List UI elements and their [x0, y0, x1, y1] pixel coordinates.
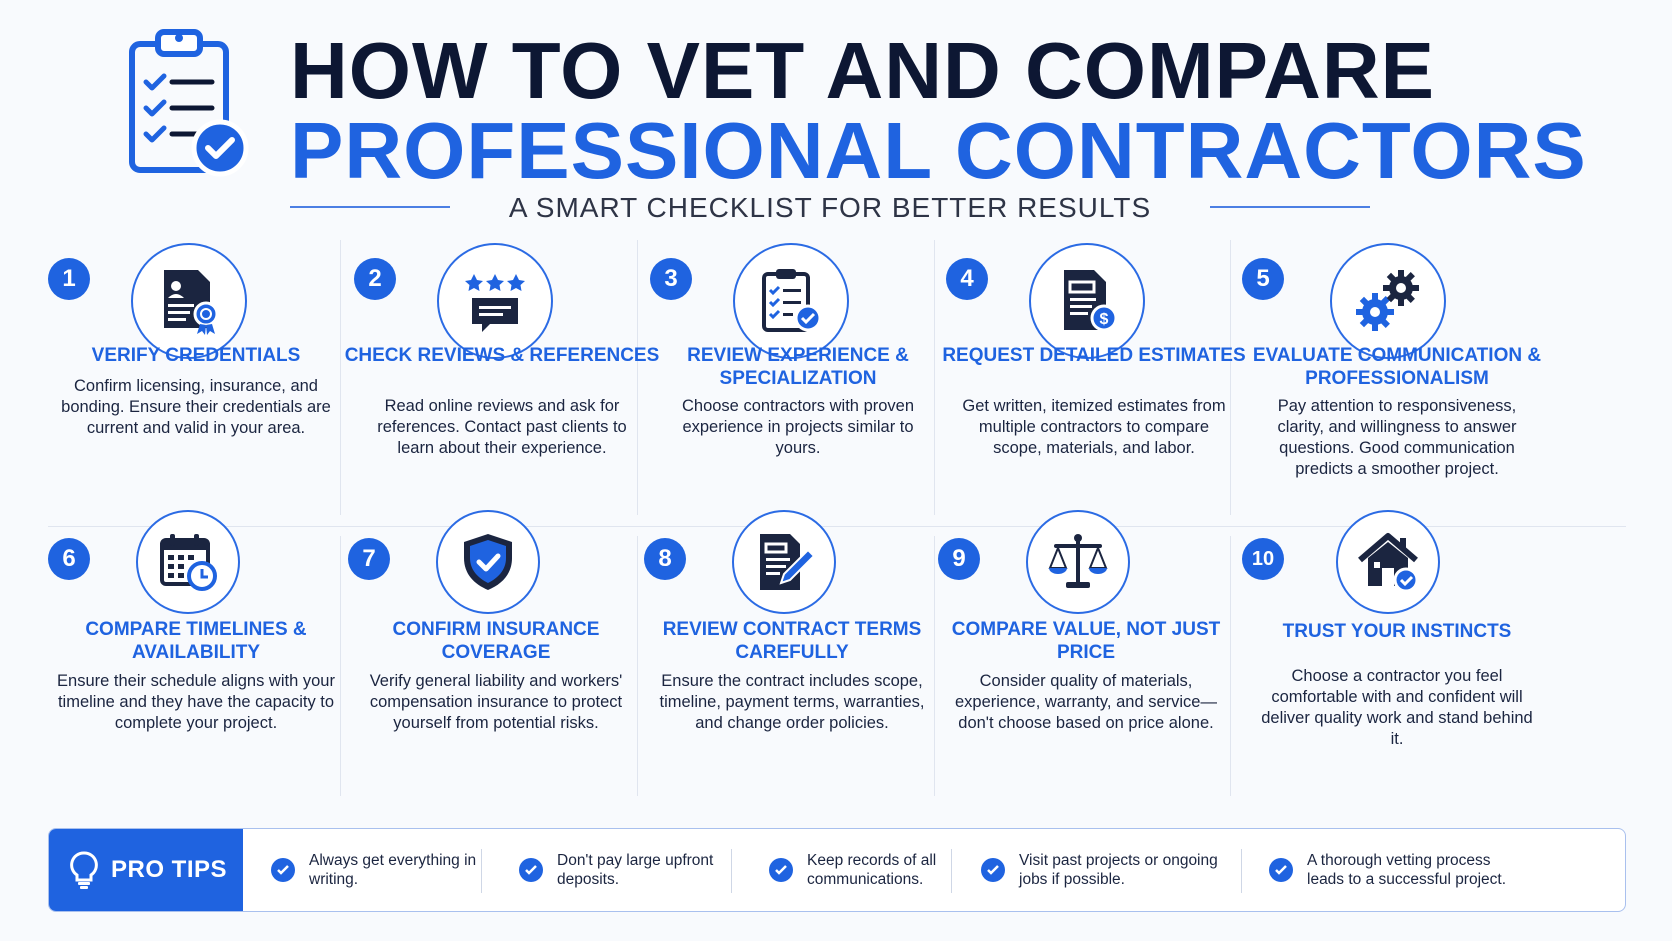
- step-card-3: [640, 240, 956, 525]
- step-number-badge: 4: [946, 258, 988, 300]
- step-number-badge: 10: [1242, 538, 1284, 580]
- tip-text: Don't pay large upfront deposits.: [557, 852, 714, 888]
- step-title: TRUST YOUR INSTINCTS: [1282, 621, 1512, 642]
- tip-divider: [1241, 849, 1242, 893]
- subtitle-block: [290, 188, 1370, 228]
- tip-divider: [481, 849, 482, 893]
- steps-grid: [48, 240, 1626, 810]
- subtitle-rule-right: [1210, 206, 1370, 208]
- tip-text: Visit past projects or ongoing jobs if possible.: [1019, 852, 1218, 888]
- step-description: Choose a contractor you feel comfortable with and confident will deliver quality work and stand behind it.: [1261, 667, 1533, 748]
- step-description: Confirm licensing, insurance, and bonding. Ensure their credentials are current and valid in your area.: [61, 377, 331, 437]
- check-icon: [271, 858, 295, 882]
- tip-text: A thorough vetting process leads to a successful project.: [1307, 852, 1507, 888]
- step-number-badge: 7: [348, 538, 390, 580]
- step-description: Pay attention to responsiveness, clarity, and willingness to answer questions. Good communication predicts a smoother project.: [1277, 397, 1517, 478]
- step-card-5: [1232, 240, 1562, 525]
- step-card-2: [344, 240, 660, 525]
- step-description: Ensure their schedule aligns with your timeline and they have the capacity to complete your project.: [57, 672, 335, 732]
- tip-divider: [731, 849, 732, 893]
- house-check-icon: [1336, 510, 1440, 614]
- check-icon: [519, 858, 543, 882]
- step-number-badge: 8: [644, 538, 686, 580]
- step-title: REVIEW CONTRACT TERMS CAREFULLY: [662, 619, 922, 663]
- step-description: Verify general liability and workers' compensation insurance to protect yourself from potential risks.: [369, 672, 623, 732]
- tip-item: [769, 829, 957, 911]
- step-title: REVIEW EXPERIENCE & SPECIALIZATION: [687, 345, 909, 389]
- star-review-icon: [437, 243, 553, 359]
- clipboard-checklist-icon: [128, 26, 258, 186]
- step-number-badge: 1: [48, 258, 90, 300]
- step-card-7: [338, 520, 654, 805]
- tip-item: [1269, 829, 1527, 911]
- tip-item: [981, 829, 1239, 911]
- pro-tips-title: PRO TIPS: [111, 856, 228, 883]
- step-number-badge: 9: [938, 538, 980, 580]
- tip-text: Always get everything in writing.: [309, 852, 477, 888]
- step-card-9: [928, 520, 1244, 805]
- balance-scale-icon: [1026, 510, 1130, 614]
- step-card-1: [38, 240, 354, 525]
- check-icon: [1269, 858, 1293, 882]
- estimate-document-icon: [1029, 243, 1145, 359]
- step-title: REQUEST DETAILED ESTIMATES: [942, 345, 1246, 366]
- step-description: Read online reviews and ask for references. Contact past clients to learn about their experience.: [377, 397, 627, 457]
- header: [0, 0, 1672, 230]
- shield-check-icon: [436, 510, 540, 614]
- step-description: Get written, itemized estimates from multiple contractors to compare scope, materials, and labor.: [962, 397, 1226, 457]
- tip-item: [519, 829, 737, 911]
- step-title: CHECK REVIEWS & REFERENCES: [344, 345, 660, 366]
- step-description: Ensure the contract includes scope, timeline, payment terms, warranties, and change order policies.: [659, 672, 925, 732]
- step-card-10: [1232, 520, 1562, 805]
- check-icon: [981, 858, 1005, 882]
- clipboard-check-icon: [733, 243, 849, 359]
- pro-tips-bar: [48, 828, 1626, 912]
- credential-document-icon: [131, 243, 247, 359]
- svg-text:$: $: [1099, 311, 1109, 328]
- step-title: CONFIRM INSURANCE COVERAGE: [392, 619, 600, 663]
- step-card-8: [634, 520, 950, 805]
- step-number-badge: 2: [354, 258, 396, 300]
- tip-item: [271, 829, 479, 911]
- step-title: COMPARE VALUE, NOT JUST PRICE: [951, 619, 1221, 663]
- step-number-badge: 3: [650, 258, 692, 300]
- step-number-badge: 6: [48, 538, 90, 580]
- page-subtitle: A SMART CHECKLIST FOR BETTER RESULTS: [508, 192, 1152, 223]
- page-title-line2: PROFESSIONAL CONTRACTORS: [290, 106, 1587, 195]
- step-title: EVALUATE COMMUNICATION & PROFESSIONALISM: [1252, 345, 1542, 389]
- step-card-4: [936, 240, 1252, 525]
- tip-text: Keep records of all communications.: [807, 852, 937, 888]
- step-title: COMPARE TIMELINES & AVAILABILITY: [85, 619, 307, 663]
- lightbulb-icon: [69, 850, 99, 890]
- gears-icon: [1330, 243, 1446, 359]
- calendar-clock-icon: [136, 510, 240, 614]
- step-description: Choose contractors with proven experience in projects similar to yours.: [681, 397, 915, 457]
- step-description: Consider quality of materials, experience, warranty, and service—don't choose based on price alone.: [955, 672, 1217, 732]
- step-title: VERIFY CREDENTIALS: [91, 345, 301, 366]
- tip-divider: [951, 849, 952, 893]
- page-title-line1: HOW TO VET AND COMPARE: [290, 26, 1435, 115]
- check-icon: [769, 858, 793, 882]
- step-number-badge: 5: [1242, 258, 1284, 300]
- step-card-6: [38, 520, 354, 805]
- contract-pen-icon: [732, 510, 836, 614]
- pro-tips-label: [49, 829, 243, 911]
